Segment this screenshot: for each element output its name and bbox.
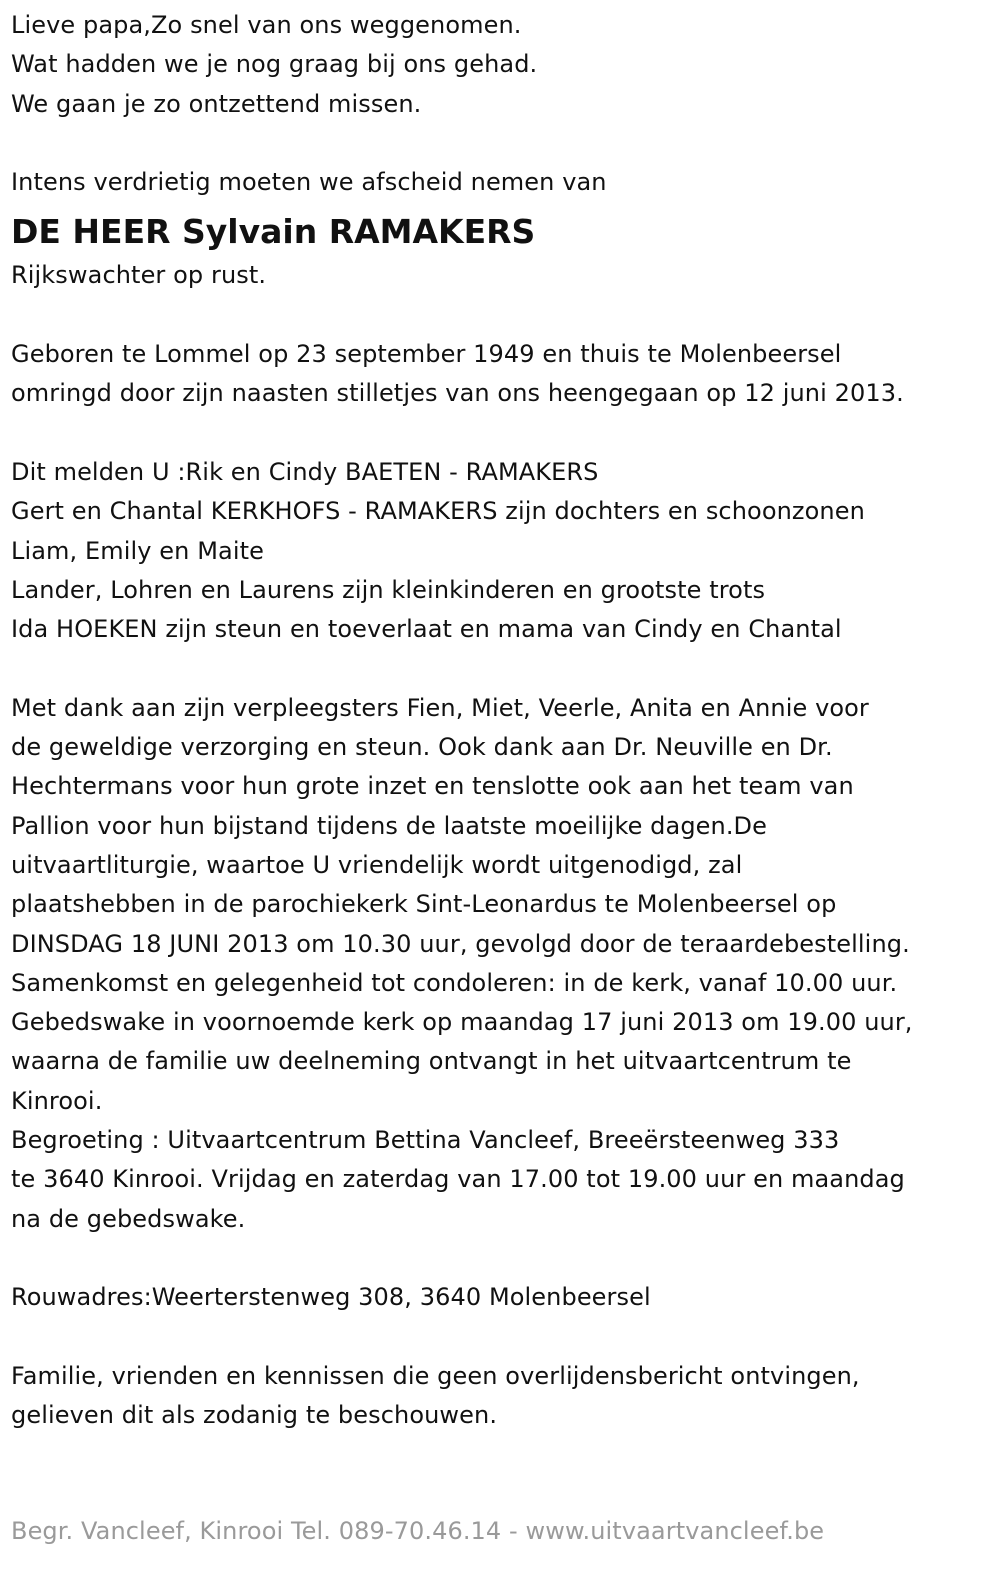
paragraph-line: Pallion voor hun bijstand tijdens de laatste moeilijke dagen.De bbox=[11, 811, 768, 840]
paragraph-line: Samenkomst en gelegenheid tot condoleren: in de kerk, vanaf 10.00 uur. bbox=[11, 968, 898, 997]
family-line: Dit melden U :Rik en Cindy BAETEN - RAMAKERS bbox=[11, 457, 599, 486]
paragraph-line: DINSDAG 18 JUNI 2013 om 10.30 uur, gevolgd door de teraardebestelling. bbox=[11, 929, 910, 958]
closing-paragraph bbox=[11, 1357, 986, 1436]
thanks-funeral-paragraph bbox=[11, 689, 986, 1239]
family-list bbox=[11, 453, 986, 649]
paragraph-line: Hechtermans voor hun grote inzet en tenslotte ook aan het team van bbox=[11, 772, 854, 801]
paragraph-line: Geboren te Lommel op 23 september 1949 en thuis te Molenbeersel bbox=[11, 340, 842, 369]
family-line: Lander, Lohren en Laurens zijn kleinkinderen en grootste trots bbox=[11, 575, 766, 604]
paragraph-line: te 3640 Kinrooi. Vrijdag en zaterdag van 17.00 tot 19.00 uur en maandag bbox=[11, 1165, 905, 1194]
intro-text: Intens verdrietig moeten we afscheid nemen van bbox=[11, 168, 607, 197]
family-line: Gert en Chantal KERKHOFS - RAMAKERS zijn dochters en schoonzonen bbox=[11, 497, 865, 526]
paragraph-line: Familie, vrienden en kennissen die geen overlijdensbericht ontvingen, bbox=[11, 1361, 860, 1390]
mourning-address: Rouwadres:Weerterstenweg 308, 3640 Molenbeersel bbox=[11, 1283, 651, 1312]
paragraph-line: plaatshebben in de parochiekerk Sint-Leonardus te Molenbeersel op bbox=[11, 890, 837, 919]
paragraph-line: de geweldige verzorging en steun. Ook dank aan Dr. Neuville en Dr. bbox=[11, 733, 833, 762]
family-line: Ida HOEKEN zijn steun en toeverlaat en mama van Cindy en Chantal bbox=[11, 615, 842, 644]
paragraph-line: waarna de familie uw deelneming ontvangt in het uitvaartcentrum te bbox=[11, 1047, 852, 1076]
birth-death-paragraph bbox=[11, 335, 986, 414]
paragraph-line: gelieven dit als zodanig te beschouwen. bbox=[11, 1401, 498, 1430]
poem-line: Lieve papa,Zo snel van ons weggenomen. bbox=[11, 11, 522, 39]
paragraph-line: Gebedswake in voornoemde kerk op maandag 17 juni 2013 om 19.00 uur, bbox=[11, 1008, 913, 1037]
funeral-home-footer: Begr. Vancleef, Kinrooi Tel. 089-70.46.14 - www.uitvaartvancleef.be bbox=[11, 1517, 825, 1545]
paragraph-line: Kinrooi. bbox=[11, 1086, 103, 1115]
paragraph-line: omringd door zijn naasten stilletjes van ons heengegaan op 12 juni 2013. bbox=[11, 379, 904, 408]
poem bbox=[11, 6, 986, 124]
paragraph-line: na de gebedswake. bbox=[11, 1204, 246, 1233]
paragraph-line: uitvaartliturgie, waartoe U vriendelijk wordt uitgenodigd, zal bbox=[11, 850, 743, 879]
family-line: Liam, Emily en Maite bbox=[11, 536, 264, 565]
paragraph-line: Begroeting : Uitvaartcentrum Bettina Vancleef, Breeërsteenweg 333 bbox=[11, 1126, 840, 1155]
poem-line: Wat hadden we je nog graag bij ons gehad. bbox=[11, 50, 538, 79]
deceased-occupation: Rijkswachter op rust. bbox=[11, 261, 267, 290]
poem-line: We gaan je zo ontzettend missen. bbox=[11, 89, 422, 118]
obituary-document bbox=[11, 6, 986, 1435]
deceased-name: DE HEER Sylvain RAMAKERS bbox=[11, 212, 536, 252]
paragraph-line: Met dank aan zijn verpleegsters Fien, Miet, Veerle, Anita en Annie voor bbox=[11, 693, 869, 722]
